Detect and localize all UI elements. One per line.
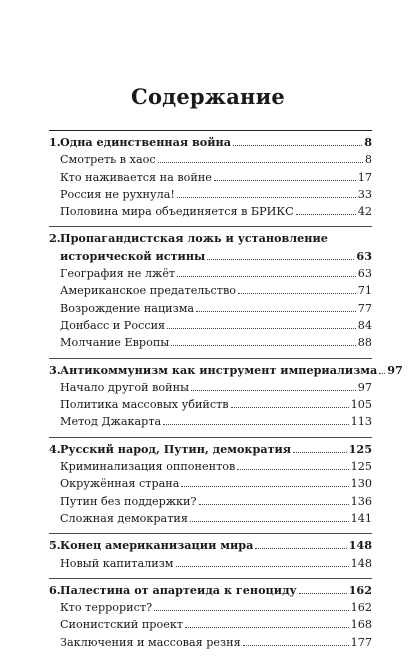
dot-leader — [177, 196, 356, 198]
entry-title: Окружённая страна — [60, 477, 180, 491]
page-number: 130 — [350, 477, 372, 491]
chapter-title: Конец американизации мира — [60, 538, 254, 553]
entry-title: Донбасс и Россия — [60, 318, 166, 332]
dot-leader — [296, 213, 356, 215]
page-number: 113 — [350, 415, 372, 429]
dot-leader — [299, 592, 347, 594]
dot-leader — [293, 451, 347, 453]
dot-leader — [243, 644, 349, 646]
toc-entry[interactable] — [49, 186, 372, 203]
chapter-number: 3. — [49, 362, 61, 377]
page-number: 71 — [357, 284, 372, 298]
toc-entry[interactable] — [49, 396, 372, 413]
page-number: 33 — [357, 187, 372, 201]
page-number: 148 — [350, 556, 372, 570]
page-number: 162 — [350, 601, 372, 615]
dot-leader — [176, 565, 349, 567]
chapter-title: Одна единственная война — [60, 135, 231, 149]
chapter-2 — [49, 226, 372, 357]
toc-entry[interactable] — [49, 458, 372, 475]
entry-title: География не лжёт — [60, 267, 176, 281]
page-number: 63 — [356, 248, 372, 263]
page-number: 162 — [348, 582, 372, 597]
toc-entry[interactable] — [49, 300, 372, 317]
page-number: 8 — [364, 153, 372, 167]
dot-leader — [379, 372, 385, 374]
entry-title: Сложная демократия — [60, 511, 188, 525]
dot-leader — [199, 503, 349, 505]
dot-leader — [177, 275, 356, 277]
dot-leader — [214, 179, 356, 181]
entry-title: Американское предательство — [60, 284, 236, 298]
toc-entry[interactable] — [49, 265, 372, 282]
toc-entry[interactable] — [49, 493, 372, 510]
entry-title: Молчание Европы — [60, 336, 170, 350]
page-number: 63 — [357, 267, 372, 281]
entry-title: Смотреть в хаос — [60, 153, 156, 167]
dot-leader — [167, 327, 356, 329]
dot-leader — [158, 161, 363, 163]
dot-leader — [255, 547, 346, 549]
chapter-4 — [49, 437, 372, 533]
chapter-number: 6. — [49, 582, 61, 597]
chapter-5 — [49, 533, 372, 578]
entry-title: Возрождение нацизма — [60, 301, 195, 315]
dot-leader — [196, 310, 356, 312]
dot-leader — [207, 258, 354, 260]
toc-entry[interactable] — [49, 203, 372, 220]
chapter-title: Палестина от апартеида к геноциду — [60, 582, 297, 597]
entry-title: Путин без поддержки? — [60, 494, 197, 508]
dot-leader — [185, 626, 349, 628]
chapter-number: 5. — [49, 538, 61, 553]
table-of-contents — [49, 130, 403, 657]
page-number: 88 — [357, 336, 372, 350]
page-number: 125 — [348, 441, 372, 456]
page-number: 8 — [364, 135, 372, 149]
toc-entry[interactable] — [49, 413, 372, 430]
entry-title: Политика массовых убийств — [60, 398, 229, 412]
chapter-title: Русский народ, Путин, демократия — [60, 441, 292, 456]
toc-entry[interactable] — [49, 555, 372, 572]
dot-leader — [181, 485, 348, 487]
dot-leader — [163, 423, 348, 425]
dot-leader — [190, 520, 349, 522]
page-number: 42 — [357, 205, 372, 219]
page-number: 77 — [357, 301, 372, 315]
entry-title: Метод Джакарта — [60, 415, 162, 429]
entry-title: Кто наживается на войне — [60, 170, 212, 184]
page-number: 125 — [350, 460, 372, 474]
toc-entry[interactable] — [49, 151, 372, 168]
toc-entry[interactable] — [49, 282, 372, 299]
chapter-title-line-1: Пропагандистская ложь и установление — [60, 231, 328, 246]
dot-leader — [238, 292, 356, 294]
page-number: 97 — [387, 362, 403, 377]
chapter-heading[interactable] — [49, 582, 372, 599]
chapter-6 — [49, 578, 372, 657]
page-number: 148 — [348, 538, 372, 553]
entry-title: Кто террорист? — [60, 601, 153, 615]
toc-entry[interactable] — [49, 379, 372, 396]
page-number: 105 — [350, 398, 372, 412]
chapter-heading[interactable] — [49, 230, 372, 265]
dot-leader — [191, 389, 356, 391]
chapter-heading[interactable] — [49, 537, 372, 554]
chapter-title-line-2: исторической истины — [60, 248, 206, 263]
toc-entry[interactable] — [49, 599, 372, 616]
entry-title: Новый капитализм — [60, 556, 174, 570]
entry-title: Россия не рухнула! — [60, 187, 175, 201]
toc-entry[interactable] — [49, 510, 372, 527]
dot-leader — [171, 344, 356, 346]
entry-title: Сионистский проект — [60, 618, 184, 632]
page-number: 97 — [357, 380, 372, 394]
chapter-heading[interactable] — [49, 134, 372, 151]
chapter-number: 4. — [49, 441, 61, 456]
page-number: 177 — [350, 635, 372, 649]
dot-leader — [231, 406, 349, 408]
entry-title: Криминализация оппонентов — [60, 460, 236, 474]
chapter-title: Антикоммунизм как инструмент империализма — [60, 362, 378, 377]
toc-entry[interactable] — [49, 475, 372, 492]
entry-title: Заключения и массовая резня — [60, 635, 241, 649]
dot-leader — [237, 468, 348, 470]
dot-leader — [154, 609, 349, 611]
entry-title: Начало другой войны — [60, 380, 189, 394]
page-number: 141 — [350, 511, 372, 525]
dot-leader — [233, 144, 362, 146]
chapter-number: 1. — [49, 135, 61, 149]
page-number: 17 — [357, 170, 372, 184]
toc-entry[interactable] — [49, 616, 372, 633]
toc-entry[interactable] — [49, 334, 372, 351]
chapter-heading[interactable] — [49, 441, 372, 458]
chapter-number: 2. — [49, 231, 61, 246]
page-number: 84 — [357, 318, 372, 332]
chapter-heading[interactable] — [49, 362, 403, 379]
chapter-3 — [49, 358, 403, 437]
page-number: 168 — [350, 618, 372, 632]
page-title: Содержание — [131, 84, 285, 109]
entry-title: Половина мира объединяется в БРИКС — [60, 205, 294, 219]
toc-entry[interactable] — [49, 169, 372, 186]
chapter-1 — [49, 130, 372, 226]
page-number: 136 — [350, 494, 372, 508]
toc-entry[interactable] — [49, 317, 372, 334]
toc-entry[interactable] — [49, 634, 372, 651]
